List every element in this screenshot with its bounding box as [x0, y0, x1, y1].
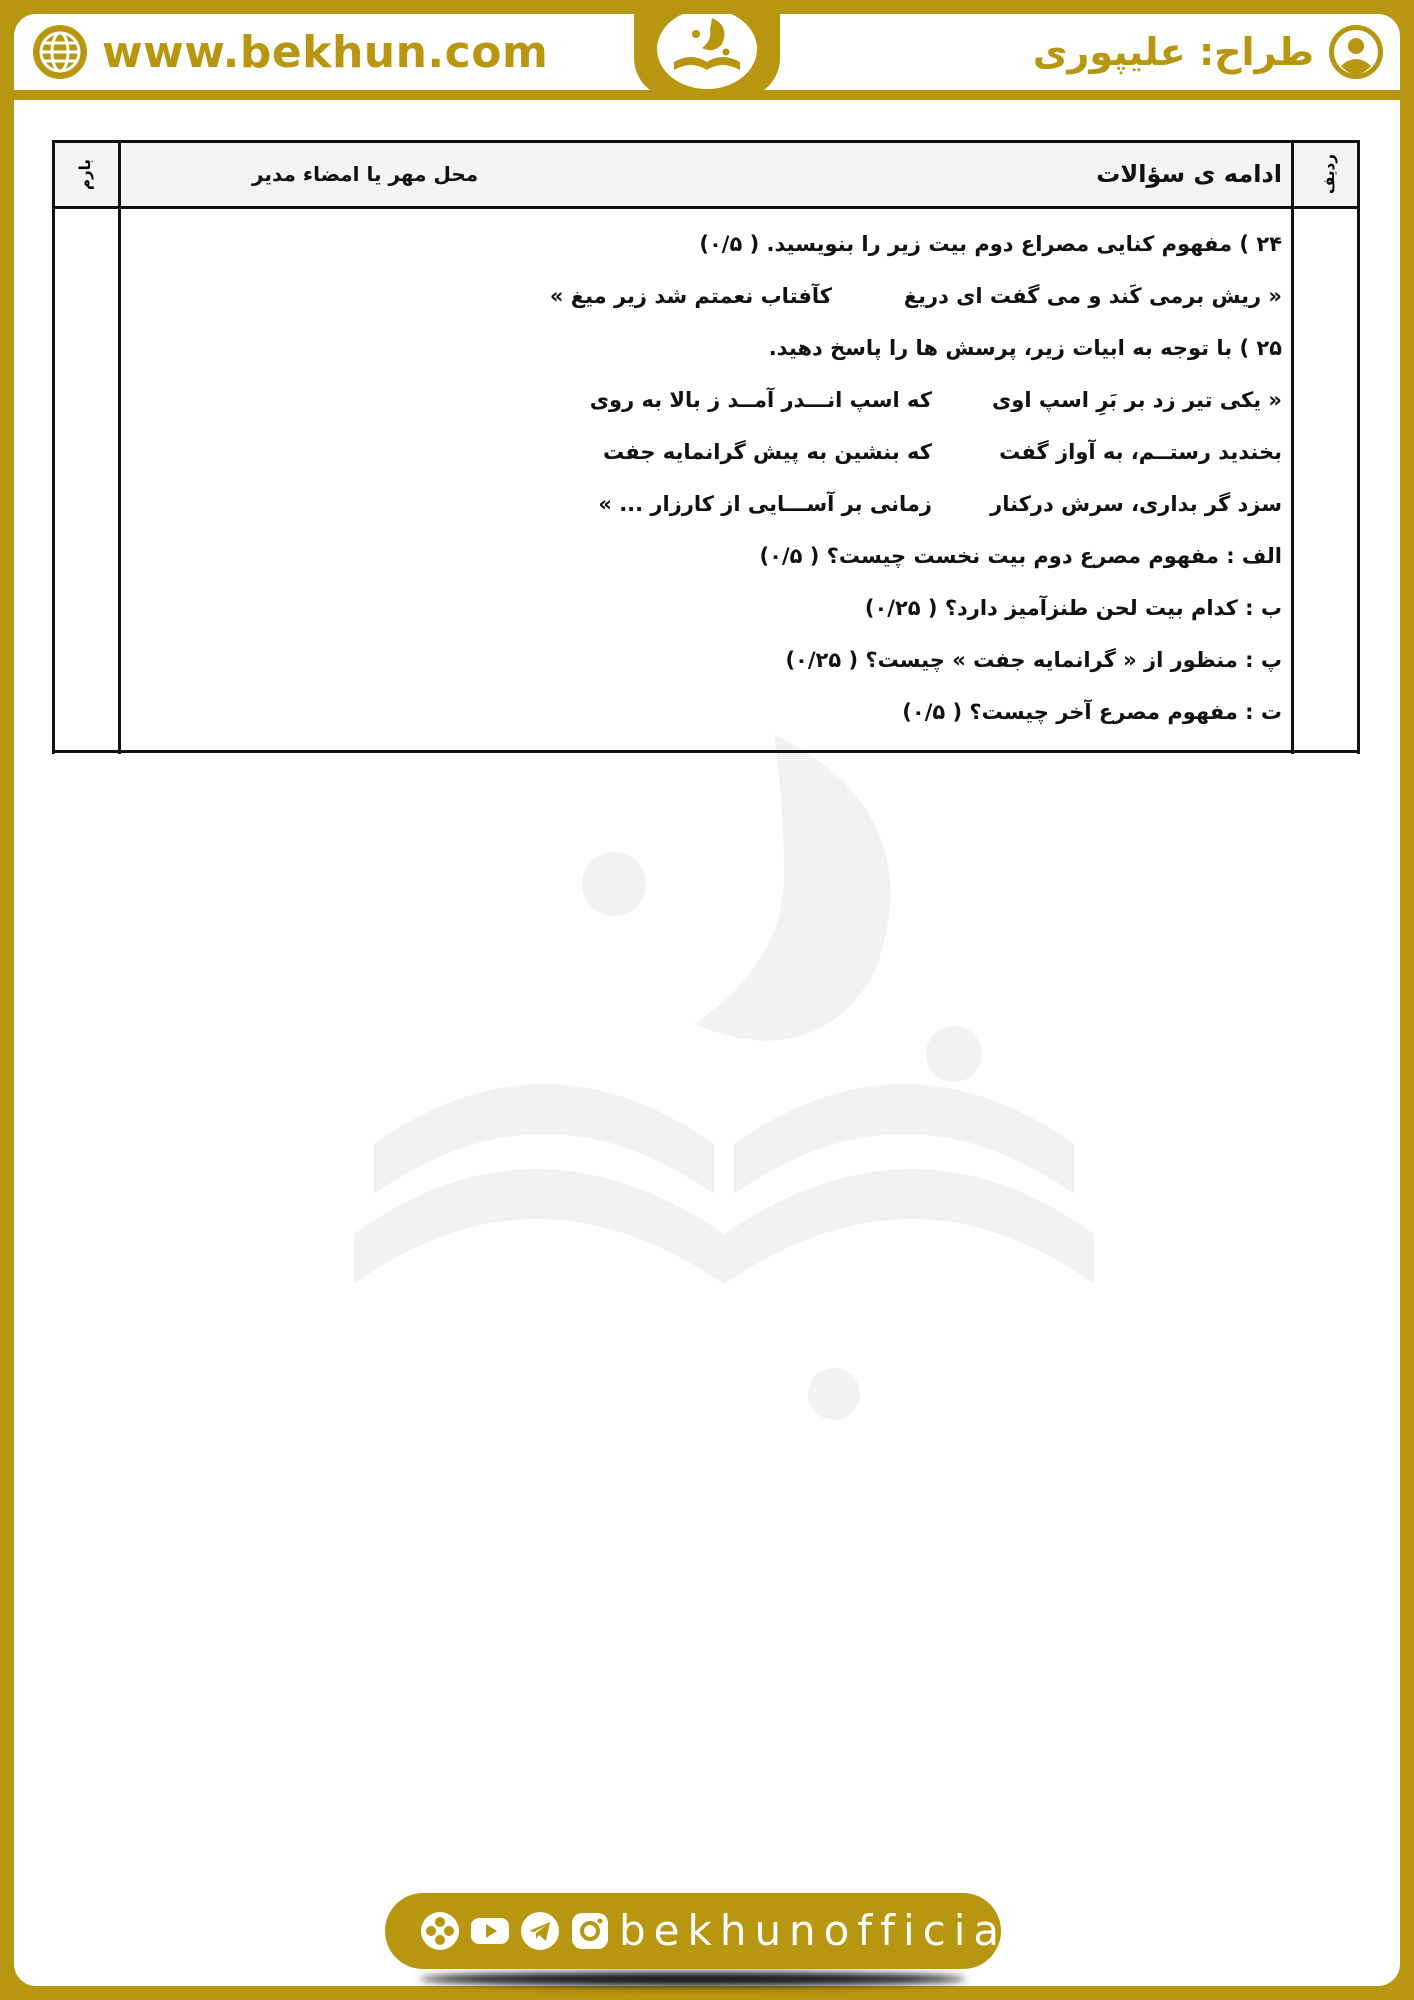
telegram-icon[interactable] [519, 1910, 561, 1952]
question-25-t: ت : مفهوم مصرع آخر چیست؟ ( ۰/۵) [902, 700, 1282, 724]
logo-tab [634, 14, 780, 98]
designer-credit [1033, 20, 1386, 84]
verse-25-1b: که اسپ انـــدر آمــد ز بالا به روی [589, 388, 932, 412]
col-divider [118, 140, 121, 754]
header-bar [14, 14, 1400, 100]
question-25-b: ب : کدام بیت لحن طنزآمیز دارد؟ ( ۰/۲۵) [864, 596, 1282, 620]
youtube-icon[interactable] [469, 1910, 511, 1952]
row-divider [52, 750, 1360, 753]
verse-25-3a: سزد گر بداری، سرش درکنار [990, 492, 1282, 516]
verse-24-hemistich-1: « ریش برمی کَند و می گفت ای دریغ [903, 284, 1282, 308]
exam-table [52, 140, 1362, 754]
user-icon [1326, 22, 1386, 82]
aparat-icon[interactable] [419, 1910, 461, 1952]
section-title: ادامه ی سؤالات [1096, 160, 1282, 188]
social-icons [419, 1910, 611, 1952]
website-link[interactable] [30, 20, 548, 84]
verse-25-1a: « یکی تیر زد بر بَرِ اسپ اوی [992, 388, 1282, 412]
verse-25-2b: که بنشین به پیش گرانمایه جفت [603, 440, 932, 464]
exam-page [14, 14, 1400, 1986]
globe-icon [30, 22, 90, 82]
question-25-p: پ : منظور از « گرانمایه جفت » چیست؟ ( ۰/۲۵) [785, 648, 1282, 672]
verse-24-hemistich-2: کآفتاب نعمتم شد زیر میغ » [549, 284, 832, 308]
social-footer [385, 1893, 1027, 1969]
row-divider [52, 206, 1360, 209]
website-url: www.bekhun.com [102, 26, 549, 78]
verse-25-3b: زمانی بر آســـایی از کارزار ... » [598, 492, 932, 516]
watermark-logo [314, 674, 1134, 1434]
question-25-a: الف : مفهوم مصرع دوم بیت نخست چیست؟ ( ۰/۵) [759, 544, 1282, 568]
instagram-icon[interactable] [569, 1910, 611, 1952]
col-radif-header: ردیف [1320, 154, 1338, 195]
question-24: ۲۴ ) مفهوم کنایی مصراع دوم بیت زیر را بنویسید. ( ۰/۵) [699, 232, 1282, 256]
question-25: ۲۵ ) با توجه به ابیات زیر، پرسش ها را پاسخ دهید. [768, 336, 1282, 360]
verse-25-2a: بخندید رستــم، به آواز گفت [999, 440, 1282, 464]
bekhun-logo [652, 14, 762, 90]
social-handle[interactable]: bekhunofficial [619, 1906, 1027, 1955]
designer-name: طراح: علیپوری [1032, 30, 1314, 74]
col-divider [1291, 140, 1294, 754]
col-barom-header: بارم [76, 159, 94, 190]
signature-label: محل مهر یا امضاء مدیر [252, 162, 479, 186]
footer-shadow [420, 1972, 966, 1986]
